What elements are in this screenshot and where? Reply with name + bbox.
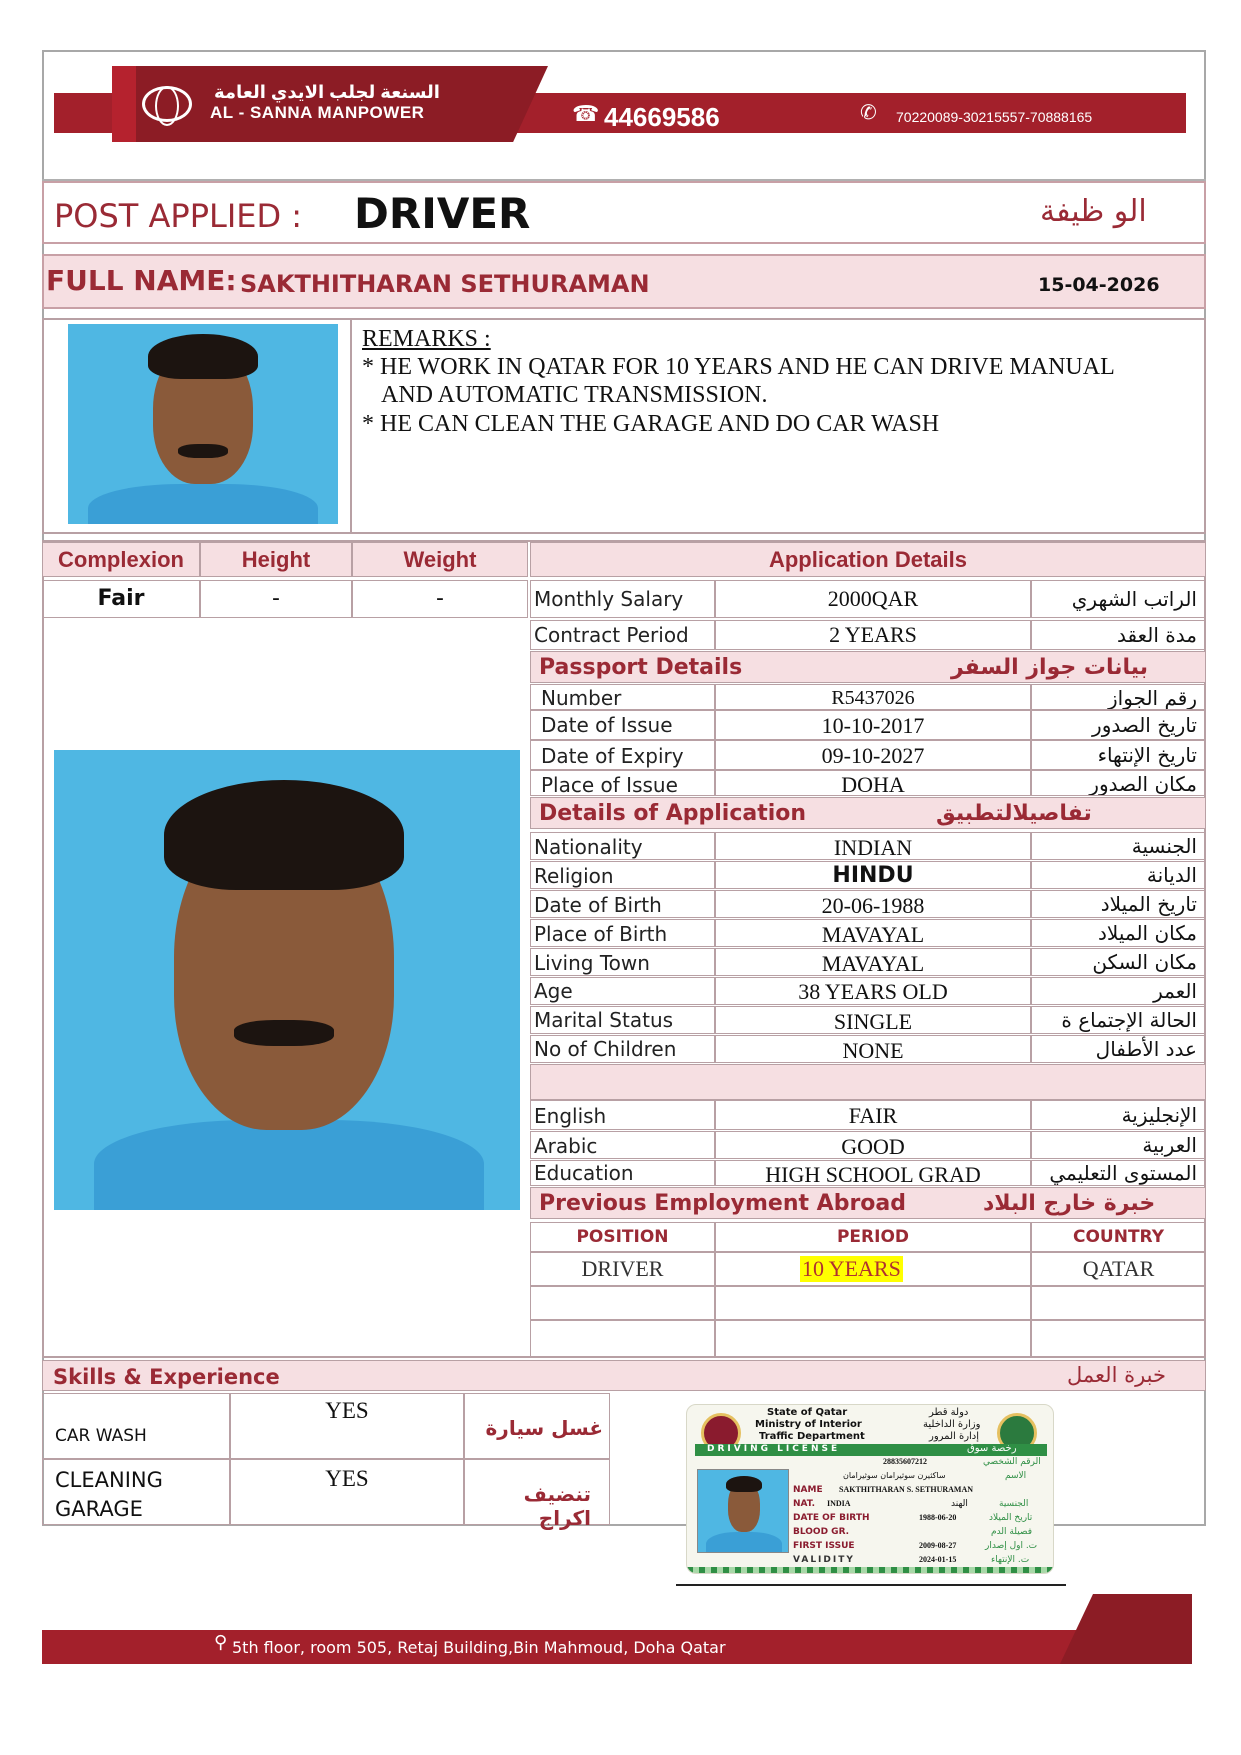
education-label: Education [530, 1160, 715, 1186]
employment-empty-cell [715, 1286, 1031, 1320]
license-validity-arabic: ت. الإنتهاء [991, 1555, 1030, 1565]
passport-issue-value: 10-10-2017 [715, 710, 1031, 740]
license-blood-label: BLOOD GR. [793, 1527, 850, 1537]
employment-empty-cell [530, 1320, 715, 1358]
license-name-label: NAME [793, 1485, 823, 1495]
age-arabic: العمر [1031, 977, 1206, 1005]
license-photo [697, 1469, 789, 1553]
license-ministry: Ministry of Interior [755, 1419, 862, 1430]
license-name-arabic: ساكثيرن سوثيرامان سوثيرامان [843, 1471, 946, 1480]
banner-accent [112, 66, 136, 142]
post-applied-label: POST APPLIED : [54, 197, 303, 235]
english-arabic: الإنجليزية [1031, 1100, 1206, 1130]
passport-number-value: R5437026 [715, 684, 1031, 710]
mobile-numbers: 70220089-30215557-70888165 [896, 109, 1093, 125]
marital-status-arabic: الحالة الإجتماع ة [1031, 1006, 1206, 1034]
signature-line [676, 1584, 1066, 1586]
license-first-issue-value: 2009-08-27 [919, 1541, 957, 1550]
employment-empty-cell [715, 1320, 1031, 1358]
license-title: DRIVING LICENSE [707, 1444, 841, 1454]
phone-number: 44669586 [604, 102, 720, 132]
arabic-label: Arabic [530, 1131, 715, 1159]
license-ministry-arabic: وزارة الداخلية [923, 1419, 981, 1430]
mobile-icon: ✆ [860, 102, 877, 124]
license-state: State of Qatar [767, 1407, 848, 1418]
employment-country: QATAR [1031, 1252, 1206, 1286]
license-title-arabic: رخصة سوق [967, 1443, 1017, 1454]
employment-position: DRIVER [530, 1252, 715, 1286]
license-number-label-arabic: الرقم الشخصي [983, 1457, 1041, 1467]
dob-label: Date of Birth [530, 890, 715, 918]
license-name-label-arabic: الاسم [1005, 1471, 1027, 1481]
globe-logo-icon [142, 86, 192, 122]
phone-icon: ☎ [572, 101, 600, 126]
salary-label: Monthly Salary [530, 580, 715, 618]
complexion-header: Complexion [42, 542, 200, 577]
post-applied-arabic: الو ظيفة [1040, 194, 1147, 229]
details-header [530, 797, 1206, 829]
english-label: English [530, 1100, 715, 1130]
country-col-header: COUNTRY [1031, 1222, 1206, 1252]
english-value: FAIR [715, 1100, 1031, 1130]
employment-empty-cell [1031, 1286, 1206, 1320]
dob-value: 20-06-1988 [715, 890, 1031, 918]
children-arabic: عدد الأطفال [1031, 1035, 1206, 1063]
salary-arabic: الراتب الشهري [1031, 580, 1206, 618]
company-name: AL - SANNA MANPOWER [210, 103, 425, 122]
remarks-line-3: * HE CAN CLEAN THE GARAGE AND DO CAR WASH [362, 411, 940, 437]
weight-value: - [352, 580, 528, 618]
skills-header-label: Skills & Experience [53, 1365, 280, 1389]
license-validity-value: 2024-01-15 [919, 1555, 957, 1564]
application-date: 15-04-2026 [1038, 274, 1160, 296]
employment-period-cell [715, 1252, 1031, 1286]
nationality-label: Nationality [530, 832, 715, 860]
license-title-bar [695, 1444, 1047, 1456]
skill-car-wash-value: YES [230, 1393, 464, 1459]
passport-expiry-arabic: تاريخ الإنتهاء [1031, 740, 1206, 770]
education-value: HIGH SCHOOL GRAD [715, 1160, 1031, 1186]
religion-label: Religion [530, 861, 715, 889]
employment-period: 10 YEARS [802, 1256, 901, 1281]
religion-arabic: الديانة [1031, 861, 1206, 889]
license-nat-value: INDIA [827, 1499, 851, 1508]
employment-empty-cell [530, 1286, 715, 1320]
passport-place-arabic: مكان الصدور [1031, 770, 1206, 796]
arabic-arabic: العربية [1031, 1131, 1206, 1159]
employment-header [530, 1187, 1206, 1219]
passport-header-label: Passport Details [539, 655, 743, 680]
passport-place-label: Place of Issue [530, 770, 715, 796]
children-value: NONE [715, 1035, 1031, 1063]
living-town-value: MAVAYAL [715, 948, 1031, 976]
main-photo [54, 750, 520, 1210]
small-photo [68, 324, 338, 524]
children-label: No of Children [530, 1035, 715, 1063]
employment-header-label: Previous Employment Abroad [539, 1191, 907, 1216]
passport-expiry-label: Date of Expiry [530, 740, 715, 770]
full-name-value: SAKTHITHARAN SETHURAMAN [240, 270, 650, 298]
license-name-value: SAKTHITHARAN S. SETHURAMAN [839, 1485, 974, 1494]
license-dob-label: DATE OF BIRTH [793, 1513, 870, 1523]
employment-empty-cell [1031, 1320, 1206, 1358]
height-value: - [200, 580, 352, 618]
license-first-issue-label: FIRST ISSUE [793, 1541, 855, 1551]
license-number: 28835607212 [883, 1457, 927, 1466]
passport-header [530, 651, 1206, 683]
details-header-label: Details of Application [539, 801, 807, 826]
height-header: Height [200, 542, 352, 577]
location-pin-icon: ⚲ [214, 1632, 228, 1652]
passport-number-label: Number [530, 684, 715, 710]
age-label: Age [530, 977, 715, 1005]
passport-issue-arabic: تاريخ الصدور [1031, 710, 1206, 740]
license-dob-value: 1988-06-20 [919, 1513, 957, 1522]
employment-header-arabic: خبرة خارج البلاد [983, 1191, 1156, 1216]
license-first-issue-arabic: ت. اول إصدار [985, 1541, 1038, 1551]
arabic-value: GOOD [715, 1131, 1031, 1159]
license-state-arabic: دولة قطر [929, 1407, 969, 1418]
passport-expiry-value: 09-10-2027 [715, 740, 1031, 770]
religion-value: HINDU [715, 861, 1031, 889]
passport-header-arabic: بيانات جواز السفر [951, 655, 1149, 680]
skill-cleaning-garage-value: YES [230, 1459, 464, 1525]
skill-cleaning-garage-arabic: تنضيف اكراج [464, 1459, 610, 1525]
pob-label: Place of Birth [530, 919, 715, 947]
license-nat-arabic: الهند [951, 1499, 968, 1509]
nationality-arabic: الجنسية [1031, 832, 1206, 860]
separator-row [530, 1064, 1206, 1100]
footer-address: 5th floor, room 505, Retaj Building,Bin Mahmoud, Doha Qatar [232, 1638, 726, 1657]
marital-status-label: Marital Status [530, 1006, 715, 1034]
passport-place-value: DOHA [715, 770, 1031, 796]
footer-accent [1060, 1594, 1192, 1664]
salary-value: 2000QAR [715, 580, 1031, 618]
application-details-header: Application Details [530, 542, 1206, 577]
contract-arabic: مدة العقد [1031, 620, 1206, 650]
company-arabic-name: السنعة لجلب الايدي العامة [214, 82, 440, 102]
divider [350, 318, 352, 534]
nationality-value: INDIAN [715, 832, 1031, 860]
education-arabic: المستوى التعليمي [1031, 1160, 1206, 1186]
dob-arabic: تاريخ الميلاد [1031, 890, 1206, 918]
skill-cleaning-garage-label: CLEANING GARAGE [42, 1459, 230, 1525]
contract-value: 2 YEARS [715, 620, 1031, 650]
remarks-line-1: * HE WORK IN QATAR FOR 10 YEARS AND HE CAN DRIVE MANUAL [362, 354, 1115, 380]
remarks-title: REMARKS : [362, 326, 491, 352]
skill-car-wash-arabic: غسل سيارة [464, 1393, 610, 1459]
age-value: 38 YEARS OLD [715, 977, 1031, 1005]
license-blood-label-arabic: فصيلة الدم [991, 1527, 1033, 1537]
license-department: Traffic Department [759, 1431, 865, 1442]
skill-car-wash-label: CAR WASH [42, 1393, 230, 1459]
license-validity-label: VALIDITY [793, 1555, 855, 1565]
details-header-arabic: تفاصيلالتطبيق [936, 801, 1092, 826]
position-col-header: POSITION [530, 1222, 715, 1252]
pob-value: MAVAYAL [715, 919, 1031, 947]
license-bottom-strip [687, 1567, 1054, 1574]
license-dob-label-arabic: تاريخ الميلاد [989, 1513, 1033, 1523]
skills-header [42, 1360, 1206, 1391]
pob-arabic: مكان الميلاد [1031, 919, 1206, 947]
skills-header-arabic: خبرة العمل [1067, 1363, 1166, 1387]
license-nat-label: NAT. [793, 1499, 815, 1509]
passport-issue-label: Date of Issue [530, 710, 715, 740]
period-col-header: PERIOD [715, 1222, 1031, 1252]
complexion-value: Fair [42, 580, 200, 618]
marital-status-value: SINGLE [715, 1006, 1031, 1034]
living-town-label: Living Town [530, 948, 715, 976]
license-department-arabic: إدارة المرور [929, 1431, 980, 1442]
full-name-label: FULL NAME: [46, 264, 237, 297]
passport-number-arabic: رقم الجواز [1031, 684, 1206, 710]
license-nat-label-arabic: الجنسية [999, 1499, 1029, 1509]
contract-label: Contract Period [530, 620, 715, 650]
weight-header: Weight [352, 542, 528, 577]
remarks-line-2: AND AUTOMATIC TRANSMISSION. [381, 382, 768, 408]
post-applied-value: DRIVER [354, 189, 531, 238]
living-town-arabic: مكان السكن [1031, 948, 1206, 976]
driving-license-card [686, 1404, 1054, 1574]
